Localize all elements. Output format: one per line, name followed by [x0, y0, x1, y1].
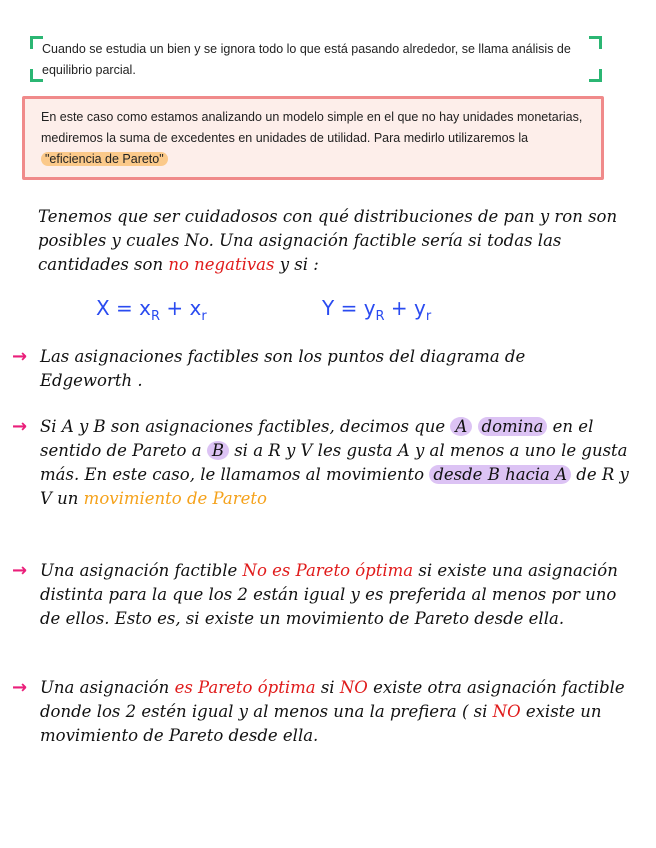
optimal-text: Una asignación [40, 678, 170, 697]
optimal-emphasis: es Pareto óptima [174, 678, 316, 697]
domina-text: de R y V un [40, 465, 629, 508]
formula-y-mid: + y [384, 296, 426, 320]
intro-paragraph [38, 205, 628, 277]
formula-x-sub2: r [201, 309, 207, 324]
arrow-icon: → [12, 677, 28, 698]
allocation-a-highlight: A [450, 417, 472, 436]
formula-x-sub1: R [151, 309, 161, 324]
formula-x-mid: + x [160, 296, 202, 320]
bullet-edgeworth: Las asignaciones factibles son los puntos del diagrama de Edgeworth . [40, 347, 526, 390]
domina-text: en el sentido de Pareto a [40, 417, 594, 460]
optimal-text: existe un movimiento de Pareto desde ella. [40, 702, 602, 745]
formula-y-sub2: r [425, 309, 432, 324]
bullet-domina [40, 415, 630, 511]
no-emphasis: NO [339, 678, 368, 697]
not-optimal-text: Una asignación factible [40, 561, 238, 580]
bullet-not-optimal [40, 559, 630, 631]
arrow-icon: → [12, 416, 28, 437]
non-negative-emphasis: no negativas [168, 255, 275, 274]
domina-highlight: domina [478, 417, 548, 436]
no-emphasis: NO [492, 702, 521, 721]
formula-y-sub1: R [375, 309, 385, 324]
optimal-text: si [320, 678, 335, 697]
formula-y-lhs: Y = y [322, 296, 376, 320]
not-optimal-text: si existe una asignación distinta para la que los 2 están igual y es preferida al menos por uno de ellos. Esto es, si existe un movimiento de Pareto desde ella. [40, 561, 618, 628]
formula-y [322, 296, 431, 324]
pareto-info-box [22, 96, 604, 180]
intro-text: Tenemos que ser cuidadosos con qué distribuciones de pan y ron son posibles y cuales No. Una asignación factible sería si todas las cantidades son [38, 207, 618, 274]
formula-x [96, 296, 207, 324]
note-text: Cuando se estudia un bien y se ignora todo lo que está pasando alrededor, se llama análisis de equilibrio parcial. [42, 42, 571, 77]
optimal-text: existe otra asignación factible donde los 2 estén igual y al menos una la prefiera ( si [40, 678, 625, 721]
movement-highlight: desde B hacia A [429, 465, 571, 484]
not-optimal-emphasis: No es Pareto óptima [242, 561, 414, 580]
bullet-optimal [40, 676, 630, 748]
pareto-movement-term: movimiento de Pareto [83, 489, 267, 508]
domina-text: si a R y V les gusta A y al menos a uno le gusta más. En este caso, le llamamos al movimiento [40, 441, 628, 484]
bracket-note [30, 36, 602, 82]
box-text [41, 107, 589, 170]
intro-text-end: y si : [279, 255, 319, 274]
domina-text: Si A y B son asignaciones factibles, decimos que [40, 417, 446, 436]
formula-x-lhs: X = x [96, 296, 152, 320]
arrow-icon: → [12, 346, 28, 367]
allocation-b-highlight: B [207, 441, 229, 460]
box-body: En este caso como estamos analizando un modelo simple en el que no hay unidades monetarias, mediremos la suma de excedentes en unidades de utilidad. Para medirlo utilizaremos la [41, 110, 583, 145]
arrow-icon: → [12, 560, 28, 581]
pareto-efficiency-highlight: "eficiencia de Pareto" [41, 152, 168, 166]
